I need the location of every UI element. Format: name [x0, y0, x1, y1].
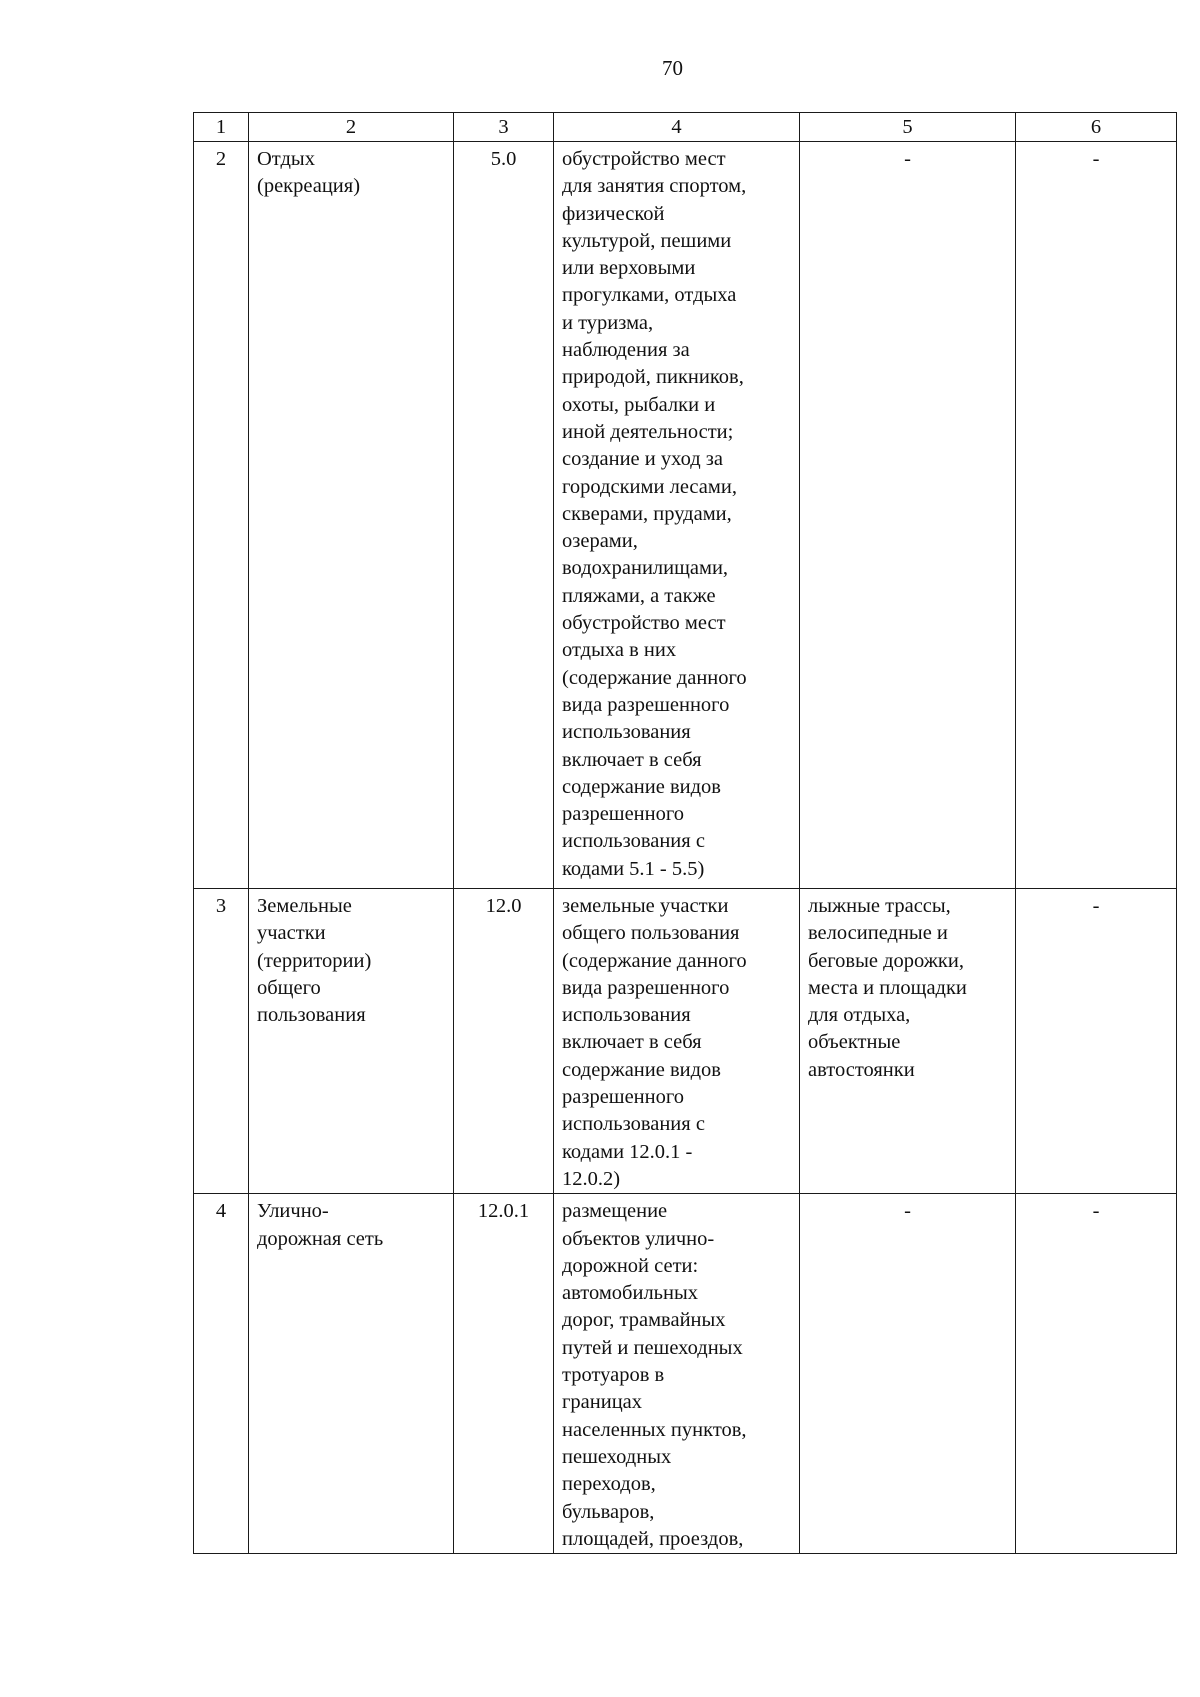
- land-use-table: [193, 112, 1177, 1554]
- table-row: [194, 889, 1177, 1194]
- column-5-value: -: [800, 1194, 1016, 1554]
- table-row: [194, 142, 1177, 889]
- row-number: 4: [194, 1194, 249, 1554]
- column-header: 4: [554, 113, 800, 142]
- column-header: 1: [194, 113, 249, 142]
- use-type-name: Отдых (рекреация): [249, 142, 454, 889]
- column-number-row: [194, 113, 1177, 142]
- use-type-code: 12.0: [454, 889, 554, 1194]
- row-number: 3: [194, 889, 249, 1194]
- use-type-description: земельные участки общего пользования (содержание данного вида разрешенного использования включает в себя содержание видов разрешенного использования с кодами 12.0.1 - 12.0.2): [554, 889, 800, 1194]
- column-6-value: -: [1016, 1194, 1177, 1554]
- column-5-value: лыжные трассы, велосипедные и беговые дорожки, места и площадки для отдыха, объектные автостоянки: [800, 889, 1016, 1194]
- page-number: 70: [662, 56, 683, 80]
- column-header: 2: [249, 113, 454, 142]
- use-type-code: 5.0: [454, 142, 554, 889]
- column-header: 3: [454, 113, 554, 142]
- use-type-description: обустройство мест для занятия спортом, физической культурой, пешими или верховыми прогулками, отдыха и туризма, наблюдения за природой, пикников, охоты, рыбалки и иной деятельности; создание и уход за городскими лесами, скверами, прудами, озерами, водохранилищами, пляжами, а также обустройство мест отдыха в них (содержание данного вида разрешенного использования включает в себя содержание видов разрешенного использования с кодами 5.1 - 5.5): [554, 142, 800, 889]
- use-type-name: Земельные участки (территории) общего пользования: [249, 889, 454, 1194]
- column-header: 6: [1016, 113, 1177, 142]
- table-row: [194, 1194, 1177, 1554]
- column-6-value: -: [1016, 142, 1177, 889]
- row-number: 2: [194, 142, 249, 889]
- column-6-value: -: [1016, 889, 1177, 1194]
- column-header: 5: [800, 113, 1016, 142]
- column-5-value: -: [800, 142, 1016, 889]
- use-type-name: Улично- дорожная сеть: [249, 1194, 454, 1554]
- use-type-code: 12.0.1: [454, 1194, 554, 1554]
- use-type-description: размещение объектов улично- дорожной сети: автомобильных дорог, трамвайных путей и пешеходных тротуаров в границах населенных пунктов, пешеходных переходов, бульваров, площадей, проездов,: [554, 1194, 800, 1554]
